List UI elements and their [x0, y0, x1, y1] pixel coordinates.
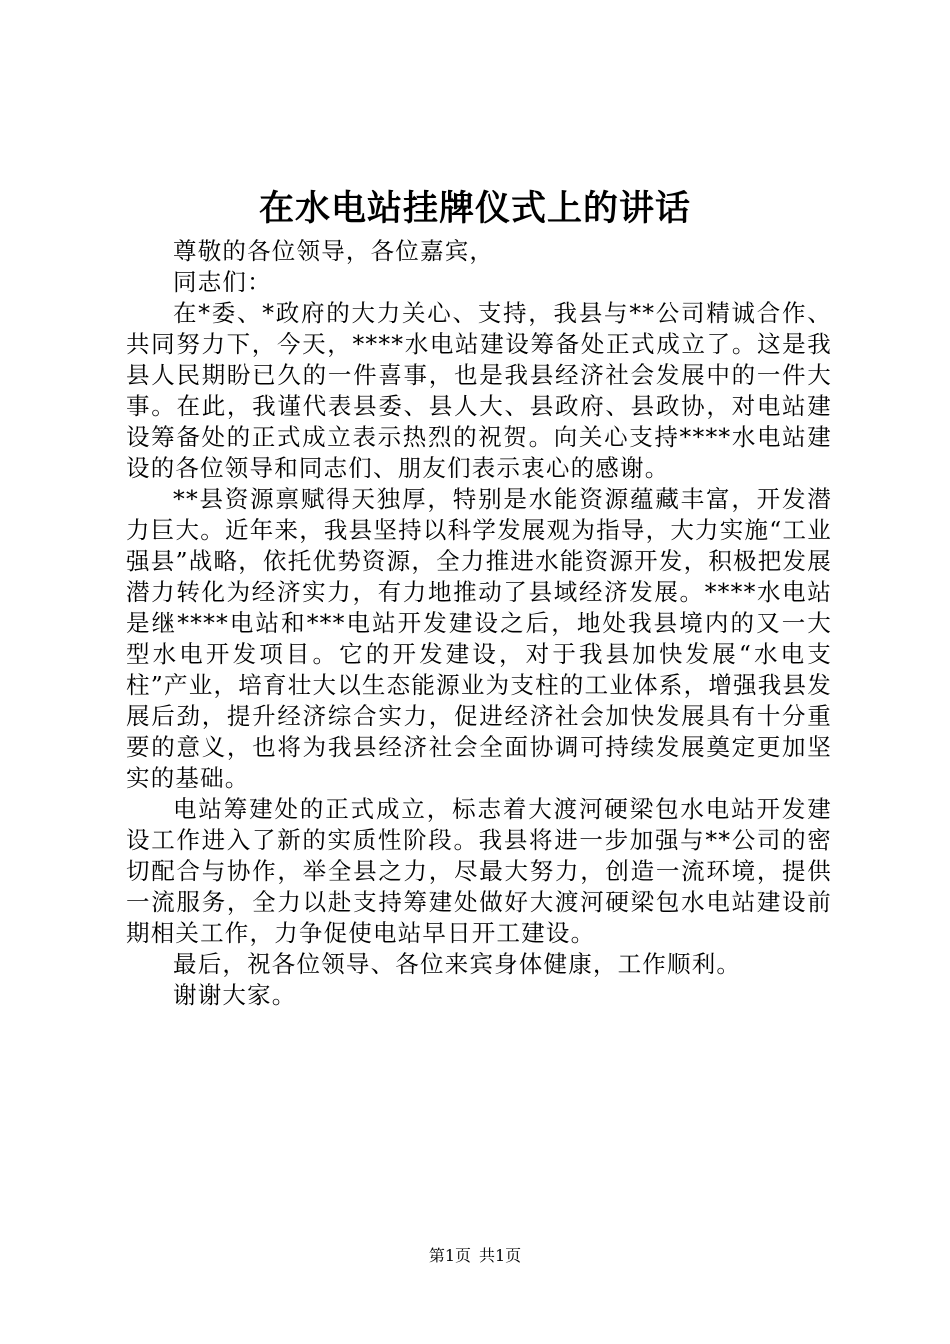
- body-paragraph: **县资源禀赋得天独厚，特别是水能资源蕴藏丰富，开发潜力巨大。近年来，我县坚持以科学发展观为指导，大力实施“工业强县”战略，依托优势资源，全力推进水能资源开发，积极把发展潜力转化为经济实力，有力地推动了县域经济发展。****水电站是继****电站和***电站开发建设之后，地处我县境内的又一大型水电开发项目。它的开发建设，对于我县加快发展“水电支柱”产业，培育壮大以生态能源业为支柱的工业体系，增强我县发展后劲，提升经济综合实力，促进经济社会加快发展具有十分重要的意义，也将为我县经济社会全面协调可持续发展奠定更加坚实的基础。: [126, 485, 832, 792]
- salutation-line: 同志们：: [173, 268, 272, 296]
- closing-line: 谢谢大家。: [173, 981, 297, 1009]
- body-paragraph: 在*委、*政府的大力关心、支持，我县与**公司精诚合作、共同努力下，今天，****水电站建设筹备处正式成立了。这是我县人民期盼已久的一件喜事，也是我县经济社会发展中的一件大事。在此，我谨代表县委、县人大、县政府、县政协，对电站建设筹备处的正式成立表示热烈的祝贺。向关心支持****水电站建设的各位领导和同志们、朋友们表示衷心的感谢。: [126, 299, 832, 482]
- body-paragraph: 电站筹建处的正式成立，标志着大渡河硬梁包水电站开发建设工作进入了新的实质性阶段。我县将进一步加强与**公司的密切配合与协作，举全县之力，尽最大努力，创造一流环境，提供一流服务，全力以赴支持筹建处做好大渡河硬梁包水电站建设前期相关工作，力争促使电站早日开工建设。: [126, 795, 832, 947]
- page-total: 共1页: [479, 1246, 522, 1265]
- document-title: 在水电站挂牌仪式上的讲话: [258, 188, 691, 229]
- salutation-line: 尊敬的各位领导，各位嘉宾，: [173, 237, 495, 265]
- page-number: 第1页: [428, 1246, 471, 1265]
- page-footer: [0, 1245, 950, 1267]
- closing-line: 最后，祝各位领导、各位来宾身体健康，工作顺利。: [173, 950, 742, 978]
- document-body: [126, 236, 832, 1011]
